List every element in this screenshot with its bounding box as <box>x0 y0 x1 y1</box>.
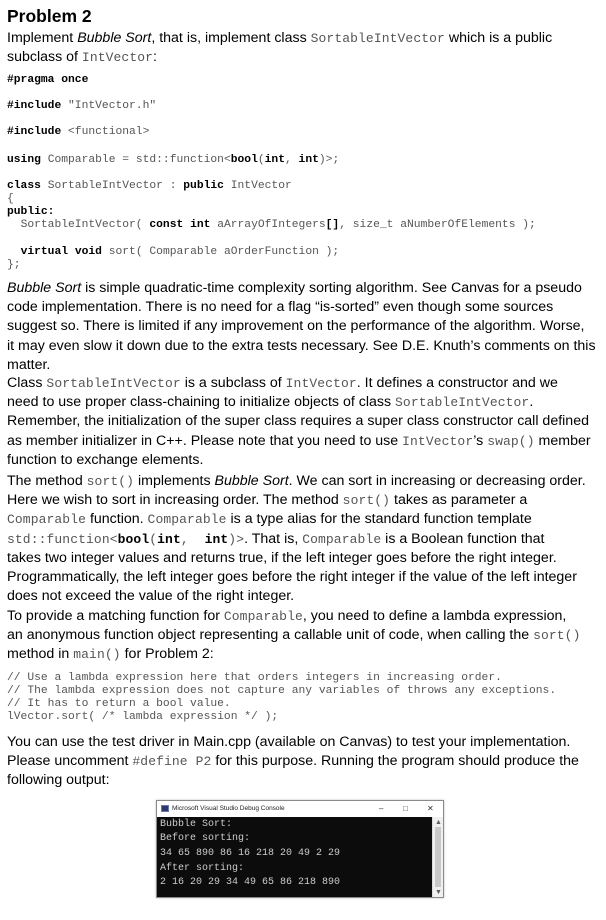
code-keyword: int <box>264 154 285 166</box>
text: Please uncomment <box>7 753 133 770</box>
text: . We can sort in increasing or decreasing order. <box>288 473 586 489</box>
code-keyword: #pragma once <box>7 74 89 86</box>
console-line: 34 65 890 86 16 218 20 49 2 29 <box>160 848 341 859</box>
console-app-icon <box>161 805 169 812</box>
inline-code: IntVector <box>285 376 357 391</box>
para-line: following output: <box>7 772 110 789</box>
code-keyword: #include <box>7 126 62 138</box>
code-text: IntVector <box>230 180 292 192</box>
emphasis: Bubble Sort <box>214 473 289 489</box>
text: takes as parameter a <box>390 492 528 509</box>
sort-method-paragraph <box>7 472 595 606</box>
para-line <box>7 393 595 412</box>
emphasis: Bubble Sort <box>7 280 82 296</box>
text: member <box>534 432 591 449</box>
inline-code: sort() <box>86 474 135 489</box>
para-line: Remember, the initialization of the super class requires a super class constructor call defined <box>7 413 589 430</box>
text: is a subclass of <box>180 375 286 391</box>
para-line: does not exceed the value of the right integer. <box>7 588 295 605</box>
inline-code: SortableIntVector <box>310 31 445 46</box>
para-line: suggest so. There is limited if any improvement on the performance of the algorithm. Worse, <box>7 318 585 335</box>
text: , you need to define a lambda expression, <box>302 608 567 624</box>
inline-code: Comparable <box>7 512 87 528</box>
para-line <box>7 752 595 771</box>
text: Class <box>7 375 47 391</box>
para-line <box>7 279 595 298</box>
text: need to use proper class-chaining to initialize objects of class <box>7 394 396 411</box>
scrollbar-thumb[interactable] <box>435 827 441 887</box>
text: method in <box>7 646 74 663</box>
code-line-close-brace: }; <box>7 259 21 271</box>
code-keyword: int <box>298 154 319 166</box>
text: for this purpose. Running the program should produce the <box>211 753 579 770</box>
inline-code: SortableIntVector <box>395 395 530 411</box>
text: The method <box>7 473 87 489</box>
code-keyword: class <box>7 180 41 192</box>
code-keyword: void <box>74 246 102 258</box>
inline-code: IntVector <box>402 433 474 449</box>
intro-line-2 <box>7 48 595 67</box>
scroll-down-icon[interactable]: ▼ <box>435 888 442 896</box>
problem-title: Problem 2 <box>7 6 92 26</box>
para-line: Programmatically, the left integer goes before the right integer if the value of the left integer <box>7 569 577 586</box>
inline-code: IntVector <box>81 50 154 66</box>
console-title-bar <box>157 801 443 817</box>
inline-code: std::function< <box>7 531 118 547</box>
code-keyword: int <box>190 219 211 231</box>
code-keyword: using <box>7 154 41 166</box>
para-line: code implementation. There is no need for a flag “is-sorted” even though some sources <box>7 299 554 316</box>
code-text: <functional> <box>68 126 150 138</box>
code-text: "IntVector.h" <box>68 100 157 112</box>
para-line: You can use the test driver in Main.cpp (available on Canvas) to test your implementation. <box>7 734 571 750</box>
console-line: After sorting: <box>160 863 245 874</box>
para-line <box>7 432 595 451</box>
text: function. <box>86 511 148 528</box>
console-line: Before sorting: <box>160 833 251 844</box>
intro-paragraph <box>7 29 595 67</box>
code-keyword: public: <box>7 206 55 218</box>
code-line-include-1 <box>7 100 156 113</box>
code-line-using <box>7 154 339 167</box>
console-output <box>157 817 432 897</box>
console-line: Bubble Sort: <box>160 819 233 830</box>
para-line: takes two integer values and returns true, if the left integer goes before the right integer. <box>7 549 557 566</box>
code-keyword: public <box>183 180 224 192</box>
para-line <box>7 510 595 529</box>
text: , that is, implement class <box>151 30 311 46</box>
console-title: Microsoft Visual Studio Debug Console <box>172 805 285 812</box>
para-line <box>7 530 595 549</box>
code-keyword: #include <box>7 100 62 112</box>
inline-code: #define P2 <box>132 754 212 770</box>
inline-code: sort() <box>342 493 391 509</box>
text: . <box>529 394 534 411</box>
text: an anonymous function object representing a callable unit of code, when calling the <box>7 627 534 644</box>
text: ’s <box>473 432 488 449</box>
console-line: 2 16 20 29 34 49 65 86 218 890 <box>160 877 341 888</box>
lambda-paragraph <box>7 607 595 665</box>
code-line-open-brace: { <box>7 193 14 205</box>
text: . It defines a constructor and we <box>356 375 558 391</box>
minimize-icon[interactable]: – <box>379 804 384 813</box>
code-keyword: bool <box>230 154 258 166</box>
code-comment: // Use a lambda expression here that orders integers in increasing order. <box>7 672 502 684</box>
intro-line-1 <box>7 29 595 48</box>
code-line-class <box>7 180 292 193</box>
code-line-public <box>7 206 54 219</box>
inline-code: , <box>180 531 205 547</box>
para-line <box>7 645 595 664</box>
para-line: it may even slow it down due to the extra tests necessary. See D.E. Knuth’s comments on this <box>7 337 596 354</box>
inline-code: )> <box>228 531 245 547</box>
maximize-icon[interactable]: □ <box>403 804 408 813</box>
inline-code: Comparable <box>223 609 303 624</box>
emphasis: Bubble Sort <box>77 30 152 46</box>
text: subclass of <box>7 49 82 66</box>
text: for Problem 2: <box>120 646 214 663</box>
code-text: , <box>284 154 299 166</box>
inline-code: sort() <box>533 628 581 644</box>
para-line <box>7 472 595 491</box>
text: To provide a matching function for <box>7 608 224 624</box>
code-text: )>; <box>318 154 340 166</box>
debug-console-window <box>156 800 444 898</box>
para-line: function to exchange elements. <box>7 451 204 468</box>
text: Here we wish to sort in increasing order. The method <box>7 492 343 509</box>
code-text: , size_t aNumberOfElements ); <box>339 219 536 231</box>
inline-code: swap() <box>487 433 535 449</box>
close-icon[interactable]: ✕ <box>427 804 434 813</box>
text: implements <box>134 473 215 489</box>
para-line: matter. <box>7 356 51 373</box>
text: which is a public <box>444 30 553 46</box>
inline-code-keyword: bool <box>117 531 150 547</box>
para-line <box>7 626 595 645</box>
test-driver-paragraph <box>7 733 595 791</box>
para-line <box>7 374 595 393</box>
code-keyword: virtual <box>20 246 69 258</box>
text: as member initializer in C++. Please note that you need to use <box>7 432 403 449</box>
text: . That is, <box>244 530 303 547</box>
code-line-include-2 <box>7 126 149 139</box>
inline-code-keyword: int <box>157 531 181 547</box>
inline-code: SortableIntVector <box>46 376 181 391</box>
code-text: sort( Comparable aOrderFunction ); <box>108 246 340 258</box>
text: is a Boolean function that <box>381 530 545 547</box>
code-text: ( <box>257 154 265 166</box>
console-scrollbar[interactable] <box>432 817 443 897</box>
code-comment: // It has to return a bool value. <box>7 698 231 710</box>
code-text: Comparable = std::function< <box>47 154 231 166</box>
code-line-constructor <box>7 219 536 232</box>
code-line-pragma <box>7 74 88 87</box>
code-keyword: const <box>149 219 184 231</box>
text: is a type alias for the standard function template <box>226 511 532 528</box>
inline-code: Comparable <box>302 531 382 547</box>
code-text: aArrayOfIntegers <box>217 219 326 231</box>
para-line <box>7 607 595 626</box>
code-text: SortableIntVector( <box>20 219 150 231</box>
bubble-sort-paragraph <box>7 279 595 375</box>
code-line-sort-method <box>7 246 339 259</box>
code-keyword: [] <box>325 219 340 231</box>
text: Implement <box>7 30 78 46</box>
code-sort-call: lVector.sort( /* lambda expression */ ); <box>7 711 279 723</box>
code-comment: // The lambda expression does not capture any variables of throws any exceptions. <box>7 685 557 697</box>
class-paragraph <box>7 374 595 470</box>
para-line <box>7 491 595 510</box>
inline-code: Comparable <box>147 512 227 528</box>
inline-code: ( <box>149 531 158 547</box>
inline-code: main() <box>73 647 121 663</box>
text: is simple quadratic-time complexity sorting algorithm. See Canvas for a pseudo <box>81 280 582 296</box>
scroll-up-icon[interactable]: ▲ <box>435 818 442 826</box>
code-text: SortableIntVector : <box>47 180 184 192</box>
text: : <box>153 49 157 66</box>
inline-code-keyword: int <box>204 531 229 547</box>
